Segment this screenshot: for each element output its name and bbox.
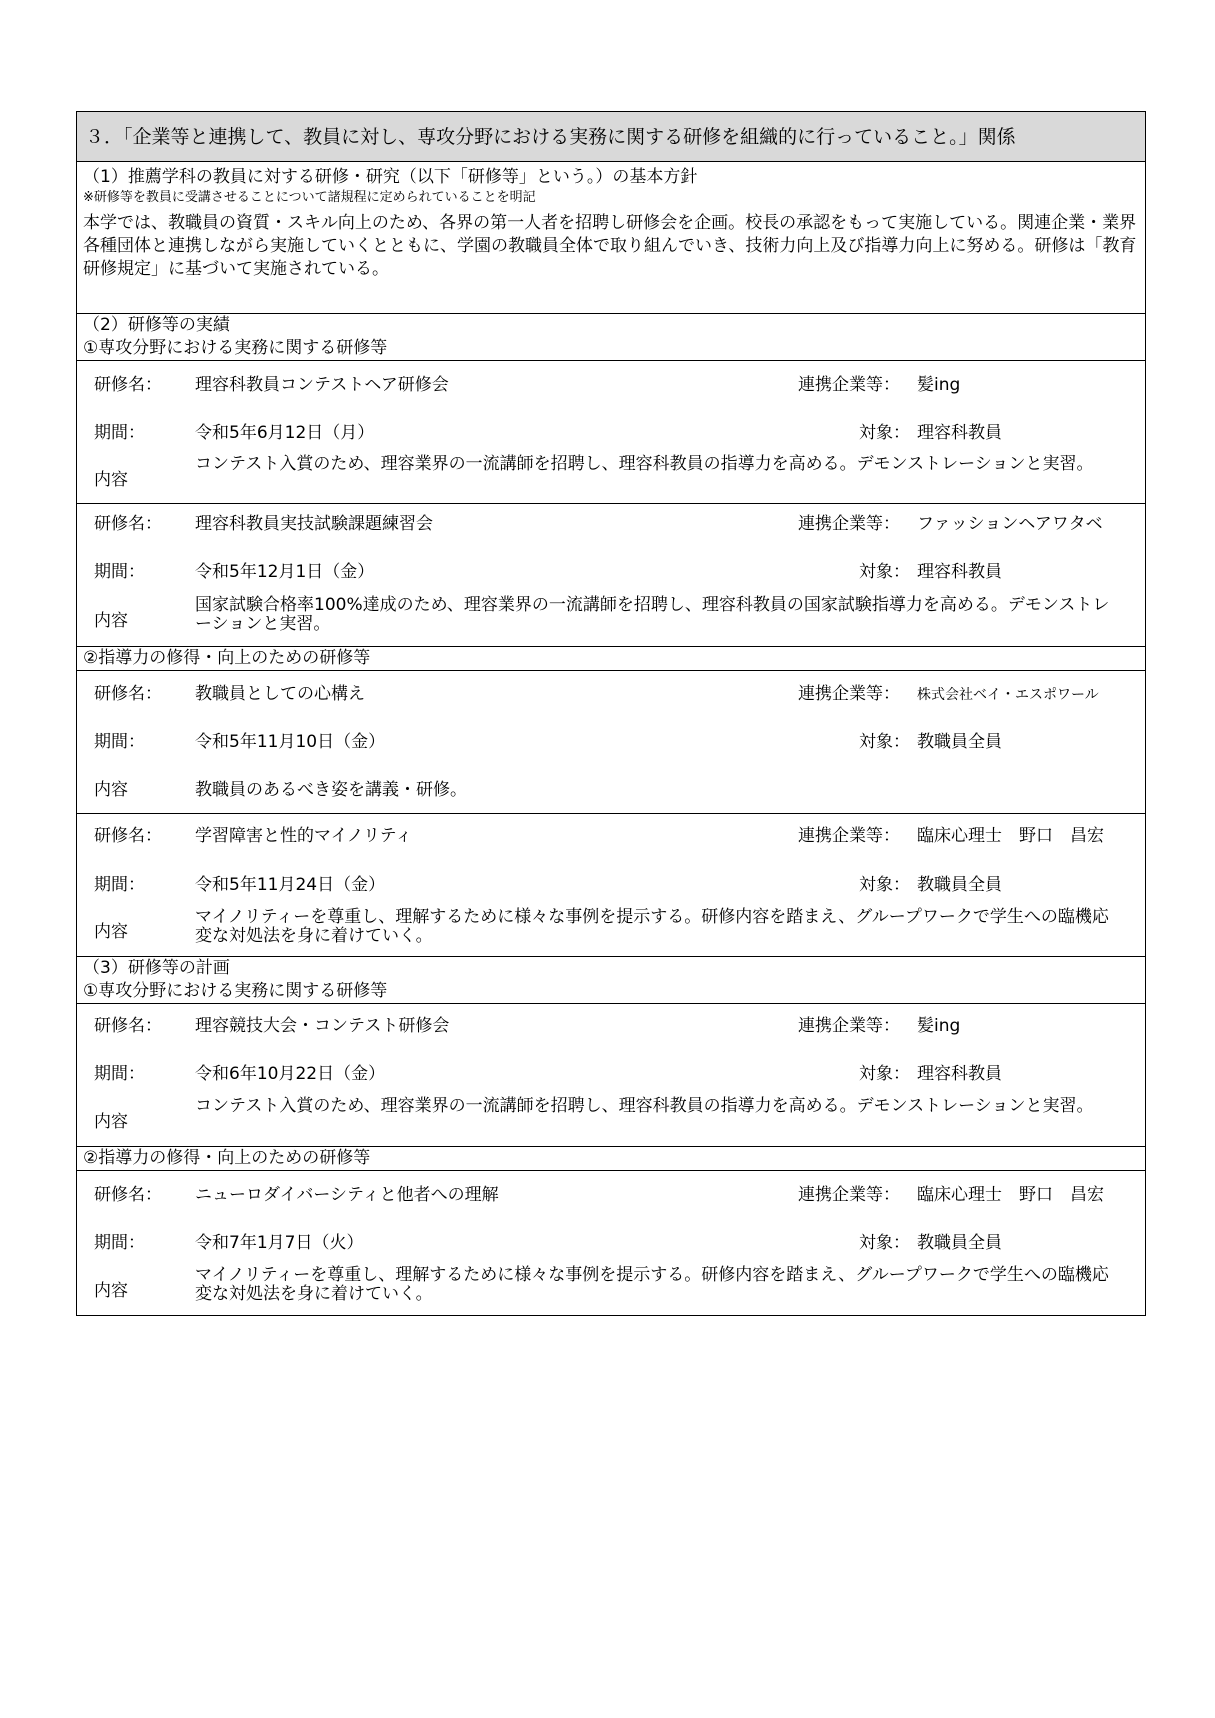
company-value: 株式会社ベイ・エスポワール (917, 687, 1099, 703)
target-value: 理容科教員 (917, 562, 1002, 582)
target-value: 教職員全員 (917, 875, 1002, 895)
company-value: ファッションヘアワタベ (917, 514, 1103, 534)
training-name: 理容科教員コンテストヘア研修会 (195, 375, 449, 395)
training-entry (77, 361, 1145, 504)
training-name: 学習障害と性的マイノリティ (195, 826, 413, 846)
period-label: 期間： (94, 1233, 145, 1253)
target-label: 対象： (859, 1233, 910, 1253)
content-value: コンテスト入賞のため、理容業界の一流講師を招聘し、理容科教員の指導力を高める。デモンストレーションと実習。 (195, 454, 1094, 474)
section-header: ３．「企業等と連携して、教員に対し、専攻分野における実務に関する研修を組織的に行っていること。」関係 (77, 112, 1145, 162)
target-label: 対象： (859, 562, 910, 582)
period-value: 令和5年6月12日（月） (195, 423, 375, 443)
company-label: 連携企業等： (798, 514, 900, 534)
training-name: ニューロダイバーシティと他者への理解 (195, 1185, 499, 1205)
content-label: 内容 (94, 1281, 128, 1301)
results-sub2: ②指導力の修得・向上のための研修等 (77, 647, 1145, 671)
period-value: 令和7年1月7日（火） (195, 1233, 364, 1253)
basic-policy-body: 本学では、教職員の資質・スキル向上のため、各界の第一人者を招聘し研修会を企画。校長の承認をもって実施している。関連企業・業界各種団体と連携しながら実施していくとともに、学園の教職員全体で取り組んでいき、技術力向上及び指導力向上に努める。研修は「教育研修規定」に基づいて実施されている。 (83, 213, 1137, 279)
content-value: 国家試験合格率100%達成のため、理容業界の一流講師を招聘し、理容科教員の国家試験指導力を高める。デモンストレーションと実習。 (195, 595, 1110, 634)
plan-sub2: ②指導力の修得・向上のための研修等 (77, 1147, 1145, 1171)
content-label: 内容 (94, 780, 128, 800)
content-label: 内容 (94, 611, 128, 631)
results-heading (77, 314, 1145, 361)
company-label: 連携企業等： (798, 684, 900, 704)
name-label: 研修名： (94, 684, 162, 704)
period-value: 令和5年12月1日（金） (195, 562, 375, 582)
content-label: 内容 (94, 1112, 128, 1132)
basic-policy-note: ※研修等を教員に受講させることについて諸規程に定められていることを明記 (83, 190, 536, 205)
target-label: 対象： (859, 875, 910, 895)
target-label: 対象： (859, 423, 910, 443)
target-label: 対象： (859, 732, 910, 752)
plan-title: （3）研修等の計画 (83, 958, 230, 978)
training-name: 教職員としての心構え (195, 684, 365, 704)
name-label: 研修名： (94, 375, 162, 395)
target-label: 対象： (859, 1064, 910, 1084)
period-label: 期間： (94, 423, 145, 443)
training-name: 理容競技大会・コンテスト研修会 (195, 1016, 450, 1036)
period-value: 令和6年10月22日（金） (195, 1064, 386, 1084)
period-value: 令和5年11月10日（金） (195, 732, 386, 752)
period-label: 期間： (94, 562, 145, 582)
results-sub1: ①専攻分野における実務に関する研修等 (83, 338, 388, 358)
training-name: 理容科教員実技試験課題練習会 (195, 514, 433, 534)
name-label: 研修名： (94, 826, 162, 846)
target-value: 理容科教員 (917, 1064, 1002, 1084)
form-frame (76, 111, 1146, 1316)
name-label: 研修名： (94, 1185, 162, 1205)
content-value: 教職員のあるべき姿を講義・研修。 (195, 780, 467, 800)
company-label: 連携企業等： (798, 1016, 900, 1036)
period-label: 期間： (94, 732, 145, 752)
name-label: 研修名： (94, 1016, 162, 1036)
company-value: 髪ing (917, 1016, 961, 1036)
basic-policy-title: （1）推薦学科の教員に対する研修・研究（以下「研修等」という。）の基本方針 (83, 167, 698, 187)
results-title: （2）研修等の実績 (83, 315, 230, 335)
period-value: 令和5年11月24日（金） (195, 875, 386, 895)
training-entry (77, 671, 1145, 814)
target-value: 理容科教員 (917, 423, 1002, 443)
period-label: 期間： (94, 1064, 145, 1084)
target-value: 教職員全員 (917, 1233, 1002, 1253)
company-value: 髪ing (917, 375, 961, 395)
content-value: マイノリティーを尊重し、理解するために様々な事例を提示する。研修内容を踏まえ、グループワークで学生への臨機応変な対処法を身に着けていく。 (195, 907, 1109, 946)
content-label: 内容 (94, 922, 128, 942)
training-entry (77, 1171, 1145, 1315)
content-value: コンテスト入賞のため、理容業界の一流講師を招聘し、理容科教員の指導力を高める。デモンストレーションと実習。 (195, 1096, 1094, 1116)
name-label: 研修名： (94, 514, 162, 534)
plan-sub1: ①専攻分野における実務に関する研修等 (83, 981, 388, 1001)
company-value: 臨床心理士 野口 昌宏 (917, 826, 1104, 846)
training-entry (77, 814, 1145, 957)
content-value: マイノリティーを尊重し、理解するために様々な事例を提示する。研修内容を踏まえ、グループワークで学生への臨機応変な対処法を身に着けていく。 (195, 1265, 1109, 1304)
company-label: 連携企業等： (798, 826, 900, 846)
company-label: 連携企業等： (798, 1185, 900, 1205)
training-entry (77, 1004, 1145, 1147)
period-label: 期間： (94, 875, 145, 895)
content-label: 内容 (94, 470, 128, 490)
plan-heading (77, 957, 1145, 1004)
target-value: 教職員全員 (917, 732, 1002, 752)
training-entry (77, 504, 1145, 647)
company-value: 臨床心理士 野口 昌宏 (917, 1185, 1104, 1205)
basic-policy-section (77, 162, 1145, 314)
company-label: 連携企業等： (798, 375, 900, 395)
